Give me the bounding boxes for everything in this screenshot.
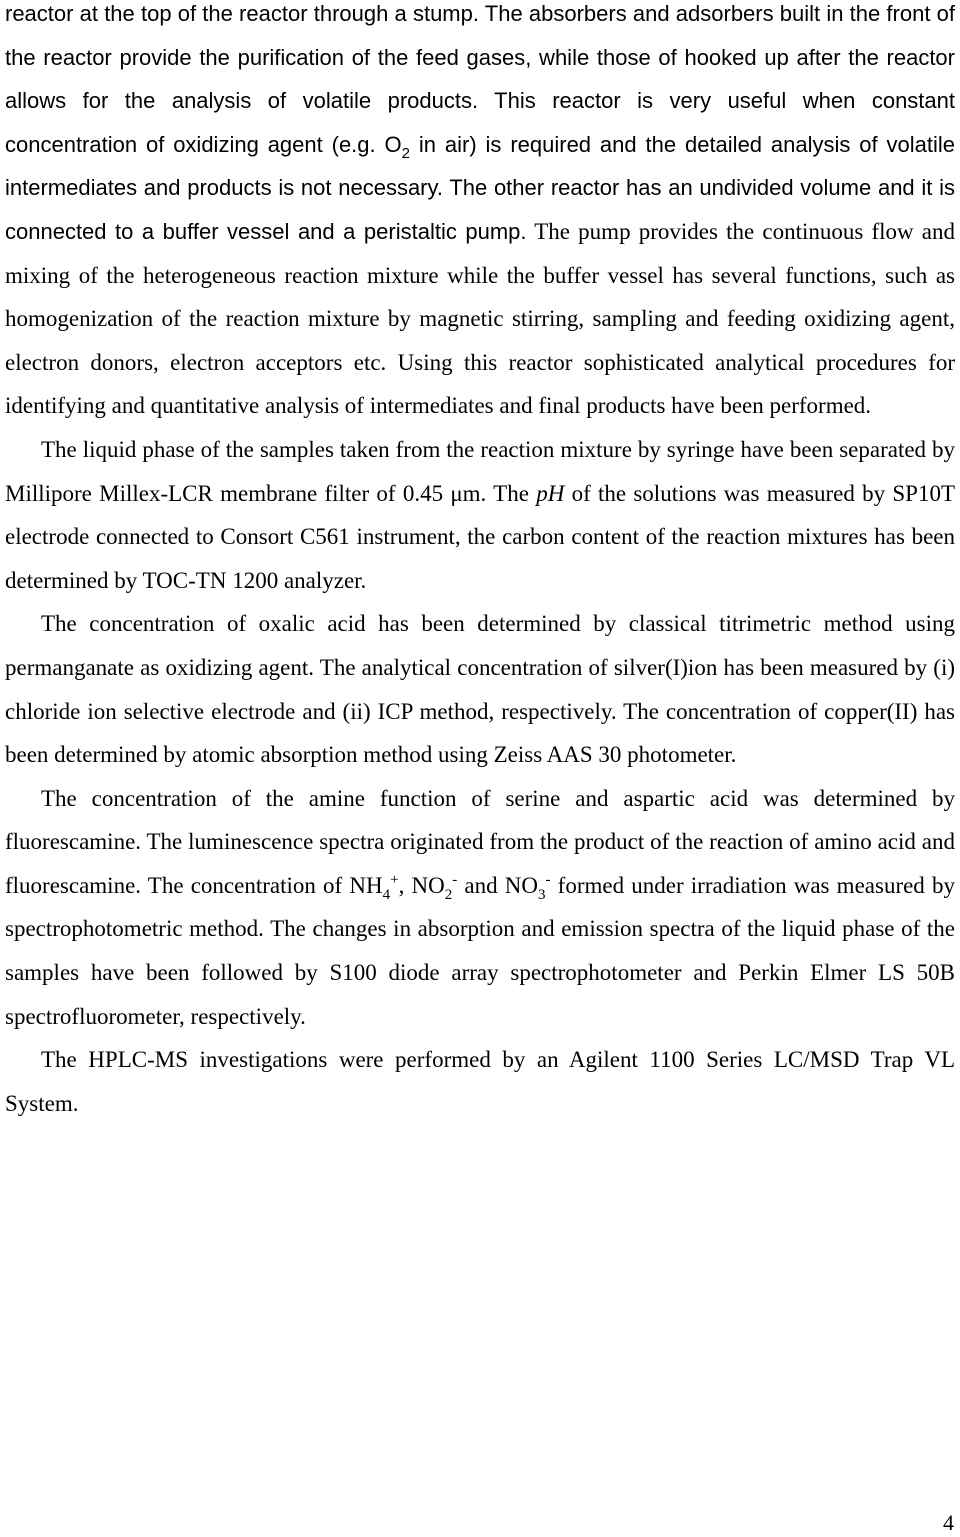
amine-text-no2: , NO [398,872,445,898]
no3-subscript: 3 [537,886,546,903]
reactor-text-sans: reactor at the top of the reactor through a stump. The absorbers and adsorbers built in the front of the reactor provide the purification of the feed gases, while those of hooked up after the reactor allows for the analysis of volatile products. This reactor is very useful when constant concentration of oxidizing agent (e.g. O [5,1,955,157]
paragraph-hplc-ms: The HPLC-MS investigations were performed by an Agilent 1100 Series LC/MSD Trap VL System. [5,1047,955,1116]
paragraph-amine-function [5,777,955,1039]
liquid-phase-text: The liquid phase of the samples taken from the reaction mixture by syringe have been separated by Millipore Millex-LCR membrane filter of 0.45 μm. The [5,436,955,506]
o2-subscript: 2 [401,144,410,162]
reactor-text-serif: The pump provides the continuous flow and mixing of the heterogeneous reaction mixture while the buffer vessel has several functions, such as homogenization of the reaction mixture by magnetic stirring, sampling and feeding oxidizing agent, electron donors, electron acceptors etc. Using this reactor sophisticated analytical procedures for identifying and quantitative analysis of intermediates and final products have been performed. [5,218,955,419]
page-number: 4 [943,1510,954,1535]
amine-text-continued: formed under irradiation was measured by spectrophotometric method. The changes in absorption and emission spectra of the liquid phase of the samples have been followed by S100 diode array spectrophotometer and Perkin Elmer LS 50B spectrofluorometer, respectively. [5,872,955,1029]
nh4-subscript: 4 [382,886,391,903]
paragraph-reactor-description [5,0,955,428]
reactor-text-sans-continued: in air) is required and the detailed analysis of volatile intermediates and products is not necessary. The other reactor has an undivided volume and it is connected to a buffer vessel and a peristaltic pump. [5,131,955,244]
amine-text: The concentration of the amine function of serine and aspartic acid was determined by fluorescamine. The luminescence spectra originated from the product of the reaction of amino acid and fluorescamine. The concentration of NH [5,785,955,898]
no2-superscript: - [452,871,458,888]
paragraph-oxalic-acid: The concentration of oxalic acid has been determined by classical titrimetric method using permanganate as oxidizing agent. The analytical concentration of silver(I)ion has been measured by (i) chloride ion selective electrode and (ii) ICP method, respectively. The concentration of copper(II) has been determined by atomic absorption method using Zeiss AAS 30 photometer. [5,611,955,768]
body-text [5,0,955,1125]
paragraph-liquid-phase [5,428,955,602]
nh4-superscript: + [390,871,399,888]
amine-text-no3: and NO [457,872,538,898]
no3-superscript: - [545,871,551,888]
no2-subscript: 2 [444,886,453,903]
liquid-phase-text-continued: of the solutions was measured by SP10T electrode connected to Consort C561 instrument, the carbon content of the reaction mixtures has been determined by TOC-TN 1200 analyzer. [5,480,955,593]
ph-italic: pH [536,480,565,506]
